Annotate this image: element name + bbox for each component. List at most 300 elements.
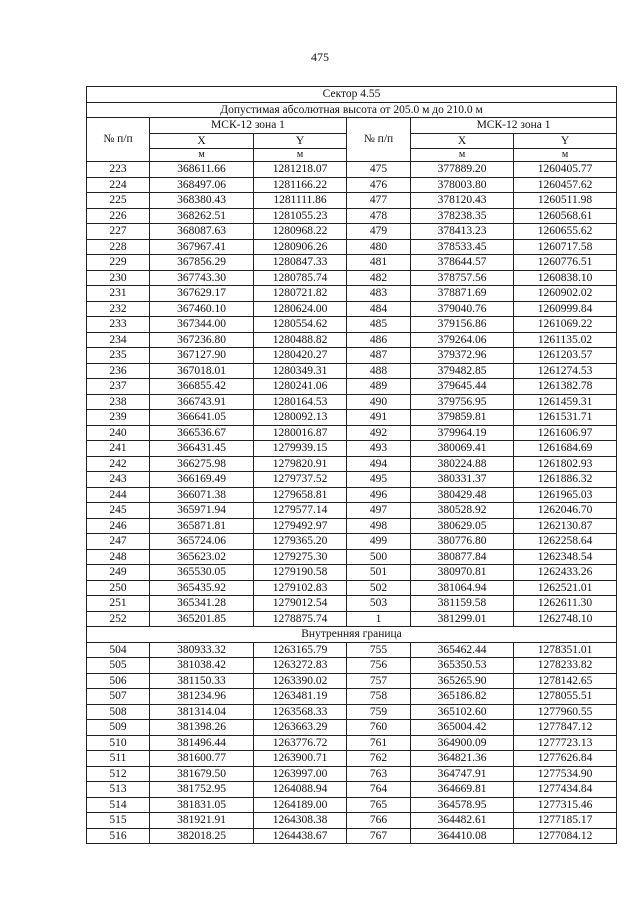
num-header-right: № п/п [347,118,411,162]
y-coordinate: 1278142.65 [514,673,617,689]
point-number: 503 [347,596,411,612]
point-number: 238 [87,394,150,410]
y-coordinate: 1261382.78 [514,379,617,395]
y-coordinate: 1280785.74 [254,270,347,286]
x-coordinate: 378003.80 [411,177,514,193]
y-coordinate: 1279658.81 [254,487,347,503]
point-number: 513 [87,782,150,798]
y-coordinate: 1261459.31 [514,394,617,410]
y-coordinate: 1279012.54 [254,596,347,612]
y-coordinate: 1281166.22 [254,177,347,193]
x-coordinate: 368087.63 [150,224,254,240]
table-row [87,797,617,813]
x-coordinate: 366855.42 [150,379,254,395]
x-coordinate: 367967.41 [150,239,254,255]
inner-boundary-title: Внутренняя граница [87,627,617,643]
x-coordinate: 380224.88 [411,456,514,472]
height-note: Допустимая абсолютная высота от 205.0 м до 210.0 м [87,102,617,118]
point-number: 515 [87,813,150,829]
point-number: 762 [347,751,411,767]
point-number: 486 [347,332,411,348]
point-number: 761 [347,735,411,751]
y-coordinate: 1277434.84 [514,782,617,798]
point-number: 481 [347,255,411,271]
point-number: 766 [347,813,411,829]
table-row [87,611,617,627]
x-coordinate: 366641.05 [150,410,254,426]
y-coordinate: 1263481.19 [254,689,347,705]
point-number: 249 [87,565,150,581]
y-coordinate: 1279275.30 [254,549,347,565]
x-coordinate: 381600.77 [150,751,254,767]
x-coordinate: 367743.30 [150,270,254,286]
x-coordinate: 381752.95 [150,782,254,798]
point-number: 479 [347,224,411,240]
point-number: 758 [347,689,411,705]
x-coordinate: 366536.67 [150,425,254,441]
y-coordinate: 1279190.58 [254,565,347,581]
y-coordinate: 1277185.17 [514,813,617,829]
x-coordinate: 367460.10 [150,301,254,317]
x-coordinate: 378533.45 [411,239,514,255]
x-unit-left: м [150,149,254,162]
point-number: 756 [347,658,411,674]
point-number: 231 [87,286,150,302]
y-coordinate: 1260838.10 [514,270,617,286]
table-row [87,549,617,565]
y-coordinate: 1262258.64 [514,534,617,550]
x-coordinate: 367344.00 [150,317,254,333]
x-coordinate: 366743.91 [150,394,254,410]
zone-header-right: МСК-12 зона 1 [411,118,617,134]
table-row [87,596,617,612]
table-row [87,689,617,705]
y-coordinate: 1261135.02 [514,332,617,348]
point-number: 237 [87,379,150,395]
y-coordinate: 1263776.72 [254,735,347,751]
x-coordinate: 378644.57 [411,255,514,271]
point-number: 514 [87,797,150,813]
point-number: 235 [87,348,150,364]
x-coordinate: 367629.17 [150,286,254,302]
point-number: 499 [347,534,411,550]
table-row [87,782,617,798]
x-coordinate: 364578.95 [411,797,514,813]
point-number: 227 [87,224,150,240]
point-number: 230 [87,270,150,286]
x-coordinate: 368497.06 [150,177,254,193]
sector-title: Сектор 4.55 [87,87,617,103]
table-row [87,456,617,472]
y-coordinate: 1260902.02 [514,286,617,302]
x-coordinate: 365350.53 [411,658,514,674]
table-row [87,720,617,736]
y-coordinate: 1260776.51 [514,255,617,271]
y-coordinate: 1260999.84 [514,301,617,317]
table-row [87,534,617,550]
y-coordinate: 1277847.12 [514,720,617,736]
table-row [87,193,617,209]
x-coordinate: 380776.80 [411,534,514,550]
point-number: 501 [347,565,411,581]
y-coordinate: 1277315.46 [514,797,617,813]
table-row [87,580,617,596]
x-coordinate: 364410.08 [411,828,514,844]
y-coordinate: 1279737.52 [254,472,347,488]
x-coordinate: 381398.26 [150,720,254,736]
y-coordinate: 1277534.90 [514,766,617,782]
table-row [87,270,617,286]
point-number: 483 [347,286,411,302]
page-number: 475 [311,50,329,64]
point-number: 504 [87,642,150,658]
x-coordinate: 365623.02 [150,549,254,565]
y-coordinate: 1260405.77 [514,162,617,178]
y-coordinate: 1277084.12 [514,828,617,844]
table-row [87,348,617,364]
x-coordinate: 381831.05 [150,797,254,813]
y-coordinate: 1281218.07 [254,162,347,178]
table-row [87,162,617,178]
x-coordinate: 368262.51 [150,208,254,224]
y-coordinate: 1263390.02 [254,673,347,689]
x-coordinate: 364669.81 [411,782,514,798]
x-header-right: X [411,133,514,149]
x-coordinate: 380877.84 [411,549,514,565]
x-coordinate: 379859.81 [411,410,514,426]
point-number: 510 [87,735,150,751]
point-number: 489 [347,379,411,395]
y-coordinate: 1261531.71 [514,410,617,426]
point-number: 763 [347,766,411,782]
table-row [87,394,617,410]
y-coordinate: 1263165.79 [254,642,347,658]
x-coordinate: 367018.01 [150,363,254,379]
inner-boundary-rows [87,642,617,844]
point-number: 760 [347,720,411,736]
table-row [87,487,617,503]
x-unit-right: м [411,149,514,162]
point-number: 242 [87,456,150,472]
x-coordinate: 365435.92 [150,580,254,596]
point-number: 485 [347,317,411,333]
x-coordinate: 378413.23 [411,224,514,240]
y-coordinate: 1260717.58 [514,239,617,255]
x-coordinate: 366071.38 [150,487,254,503]
y-coordinate: 1280092.13 [254,410,347,426]
x-coordinate: 379264.06 [411,332,514,348]
table-row [87,255,617,271]
point-number: 500 [347,549,411,565]
y-coordinate: 1280420.27 [254,348,347,364]
y-coordinate: 1279102.83 [254,580,347,596]
x-coordinate: 364482.61 [411,813,514,829]
point-number: 498 [347,518,411,534]
point-number: 488 [347,363,411,379]
point-number: 225 [87,193,150,209]
table-row [87,332,617,348]
y-coordinate: 1262611.30 [514,596,617,612]
x-coordinate: 365102.60 [411,704,514,720]
x-coordinate: 381921.91 [150,813,254,829]
table-row [87,363,617,379]
x-coordinate: 381038.42 [150,658,254,674]
y-unit-right: м [514,149,617,162]
x-coordinate: 368611.66 [150,162,254,178]
x-coordinate: 379964.19 [411,425,514,441]
point-number: 226 [87,208,150,224]
x-coordinate: 366431.45 [150,441,254,457]
point-number: 516 [87,828,150,844]
table-row [87,828,617,844]
y-coordinate: 1280624.00 [254,301,347,317]
x-coordinate: 377889.20 [411,162,514,178]
y-coordinate: 1261203.57 [514,348,617,364]
point-number: 228 [87,239,150,255]
y-coordinate: 1263568.33 [254,704,347,720]
x-coordinate: 378871.69 [411,286,514,302]
x-header-left: X [150,133,254,149]
point-number: 767 [347,828,411,844]
x-coordinate: 365341.28 [150,596,254,612]
x-coordinate: 378757.56 [411,270,514,286]
x-coordinate: 368380.43 [150,193,254,209]
outer-boundary-rows [87,162,617,627]
x-coordinate: 364747.91 [411,766,514,782]
table-row [87,208,617,224]
y-coordinate: 1260511.98 [514,193,617,209]
point-number: 229 [87,255,150,271]
point-number: 511 [87,751,150,767]
y-coordinate: 1263900.71 [254,751,347,767]
point-number: 1 [347,611,411,627]
table-row [87,658,617,674]
y-coordinate: 1260568.61 [514,208,617,224]
point-number: 509 [87,720,150,736]
y-coordinate: 1280847.33 [254,255,347,271]
x-coordinate: 381234.96 [150,689,254,705]
table-row [87,766,617,782]
y-coordinate: 1278055.51 [514,689,617,705]
point-number: 502 [347,580,411,596]
table-row [87,224,617,240]
point-number: 224 [87,177,150,193]
point-number: 240 [87,425,150,441]
y-coordinate: 1280968.22 [254,224,347,240]
y-coordinate: 1260457.62 [514,177,617,193]
y-coordinate: 1264189.00 [254,797,347,813]
y-coordinate: 1261802.93 [514,456,617,472]
x-coordinate: 365724.06 [150,534,254,550]
y-coordinate: 1264438.67 [254,828,347,844]
x-coordinate: 365871.81 [150,518,254,534]
x-coordinate: 381496.44 [150,735,254,751]
point-number: 252 [87,611,150,627]
x-coordinate: 365201.85 [150,611,254,627]
y-coordinate: 1263997.00 [254,766,347,782]
x-coordinate: 365530.05 [150,565,254,581]
x-coordinate: 379040.76 [411,301,514,317]
table-row [87,813,617,829]
table-row [87,518,617,534]
x-coordinate: 380629.05 [411,518,514,534]
point-number: 507 [87,689,150,705]
y-coordinate: 1261069.22 [514,317,617,333]
table-row [87,472,617,488]
point-number: 247 [87,534,150,550]
point-number: 251 [87,596,150,612]
point-number: 236 [87,363,150,379]
point-number: 764 [347,782,411,798]
point-number: 478 [347,208,411,224]
y-header-left: Y [254,133,347,149]
point-number: 490 [347,394,411,410]
point-number: 505 [87,658,150,674]
table-row [87,425,617,441]
x-coordinate: 379756.95 [411,394,514,410]
x-coordinate: 381299.01 [411,611,514,627]
y-header-right: Y [514,133,617,149]
x-coordinate: 367856.29 [150,255,254,271]
point-number: 244 [87,487,150,503]
x-coordinate: 365186.82 [411,689,514,705]
y-coordinate: 1280721.82 [254,286,347,302]
y-coordinate: 1279939.15 [254,441,347,457]
point-number: 487 [347,348,411,364]
x-coordinate: 380970.81 [411,565,514,581]
table-row [87,301,617,317]
table-row [87,751,617,767]
table-row [87,410,617,426]
point-number: 508 [87,704,150,720]
y-coordinate: 1279492.97 [254,518,347,534]
y-coordinate: 1279820.91 [254,456,347,472]
x-coordinate: 379645.44 [411,379,514,395]
y-coordinate: 1262748.10 [514,611,617,627]
point-number: 239 [87,410,150,426]
x-coordinate: 364900.09 [411,735,514,751]
x-coordinate: 364821.36 [411,751,514,767]
y-coordinate: 1262521.01 [514,580,617,596]
point-number: 482 [347,270,411,286]
x-coordinate: 381064.94 [411,580,514,596]
y-coordinate: 1277723.13 [514,735,617,751]
x-coordinate: 366169.49 [150,472,254,488]
table-row [87,503,617,519]
y-coordinate: 1280488.82 [254,332,347,348]
y-coordinate: 1278351.01 [514,642,617,658]
x-coordinate: 380528.92 [411,503,514,519]
y-coordinate: 1279365.20 [254,534,347,550]
table-row [87,441,617,457]
y-coordinate: 1262046.70 [514,503,617,519]
y-coordinate: 1279577.14 [254,503,347,519]
y-coordinate: 1280164.53 [254,394,347,410]
point-number: 250 [87,580,150,596]
table-row [87,379,617,395]
y-coordinate: 1264088.94 [254,782,347,798]
table-row [87,704,617,720]
x-coordinate: 365462.44 [411,642,514,658]
point-number: 491 [347,410,411,426]
x-coordinate: 381314.04 [150,704,254,720]
point-number: 497 [347,503,411,519]
y-coordinate: 1280349.31 [254,363,347,379]
y-coordinate: 1280554.62 [254,317,347,333]
point-number: 493 [347,441,411,457]
y-coordinate: 1260655.62 [514,224,617,240]
table-row [87,286,617,302]
point-number: 233 [87,317,150,333]
y-unit-left: м [254,149,347,162]
x-coordinate: 365004.42 [411,720,514,736]
table-row [87,177,617,193]
x-coordinate: 381150.33 [150,673,254,689]
point-number: 765 [347,797,411,813]
sector-coordinates-table [86,86,617,844]
y-coordinate: 1262348.54 [514,549,617,565]
y-coordinate: 1263663.29 [254,720,347,736]
x-coordinate: 380331.37 [411,472,514,488]
x-coordinate: 378120.43 [411,193,514,209]
table-row [87,673,617,689]
x-coordinate: 379372.96 [411,348,514,364]
y-coordinate: 1262130.87 [514,518,617,534]
x-coordinate: 379156.86 [411,317,514,333]
point-number: 245 [87,503,150,519]
point-number: 475 [347,162,411,178]
point-number: 495 [347,472,411,488]
x-coordinate: 380933.32 [150,642,254,658]
point-number: 759 [347,704,411,720]
point-number: 494 [347,456,411,472]
point-number: 480 [347,239,411,255]
x-coordinate: 365971.94 [150,503,254,519]
x-coordinate: 366275.98 [150,456,254,472]
x-coordinate: 367127.90 [150,348,254,364]
table-row [87,642,617,658]
table-row [87,317,617,333]
y-coordinate: 1278233.82 [514,658,617,674]
y-coordinate: 1261886.32 [514,472,617,488]
point-number: 484 [347,301,411,317]
y-coordinate: 1280241.06 [254,379,347,395]
x-coordinate: 381159.58 [411,596,514,612]
x-coordinate: 367236.80 [150,332,254,348]
x-coordinate: 379482.85 [411,363,514,379]
y-coordinate: 1278875.74 [254,611,347,627]
point-number: 477 [347,193,411,209]
point-number: 496 [347,487,411,503]
y-coordinate: 1261274.53 [514,363,617,379]
zone-header-left: МСК-12 зона 1 [150,118,347,134]
x-coordinate: 365265.90 [411,673,514,689]
y-coordinate: 1263272.83 [254,658,347,674]
x-coordinate: 380429.48 [411,487,514,503]
point-number: 246 [87,518,150,534]
point-number: 506 [87,673,150,689]
y-coordinate: 1280016.87 [254,425,347,441]
table-row [87,239,617,255]
y-coordinate: 1281111.86 [254,193,347,209]
point-number: 476 [347,177,411,193]
x-coordinate: 382018.25 [150,828,254,844]
x-coordinate: 381679.50 [150,766,254,782]
y-coordinate: 1277626.84 [514,751,617,767]
point-number: 248 [87,549,150,565]
y-coordinate: 1262433.26 [514,565,617,581]
y-coordinate: 1261684.69 [514,441,617,457]
